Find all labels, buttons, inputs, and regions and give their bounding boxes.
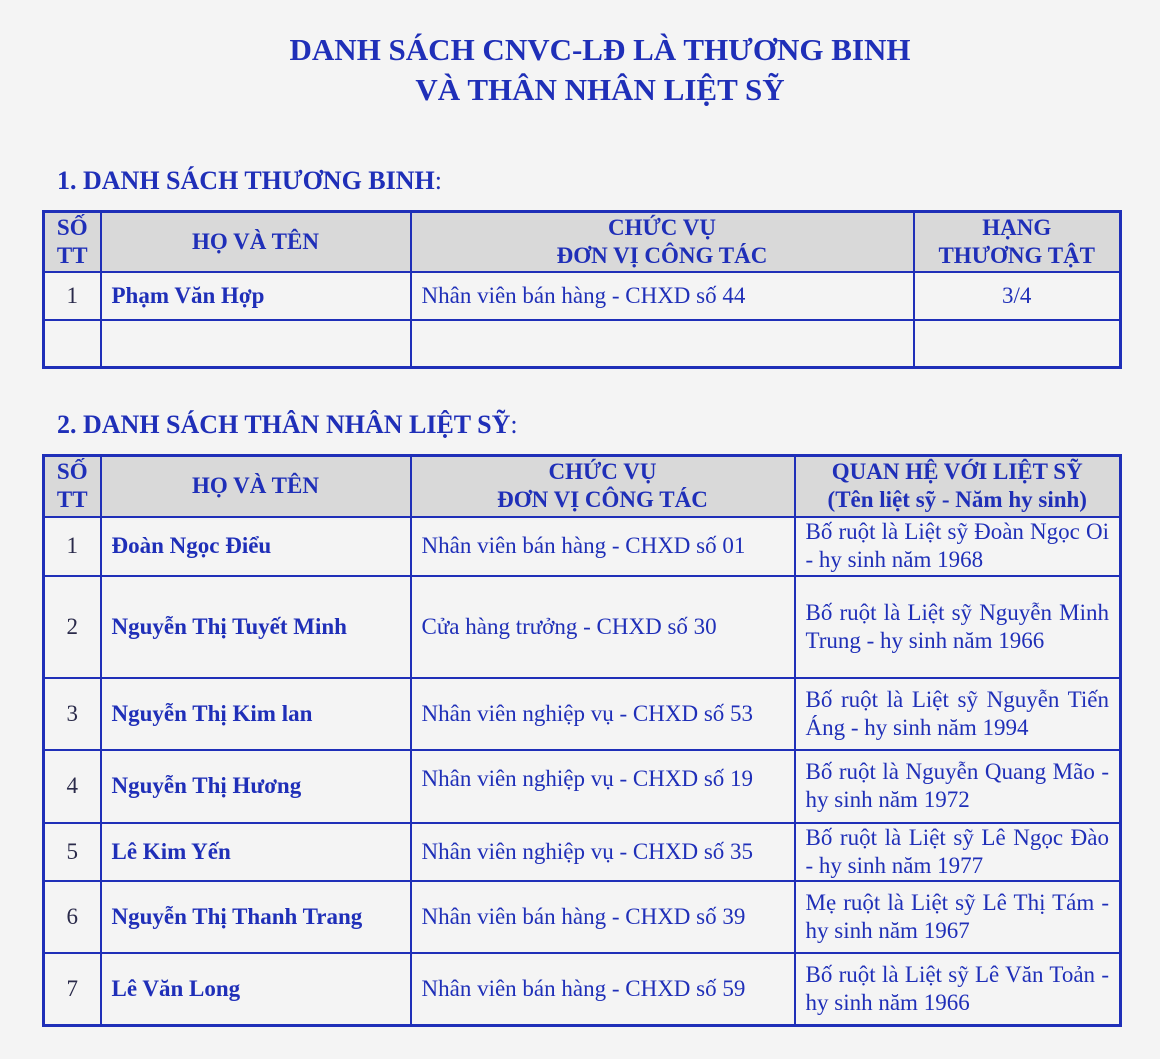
- cell-relation: Bố ruột là Liệt sỹ Lê Ngọc Đào - hy sinh năm 1977: [795, 823, 1121, 881]
- table-header-row: [44, 212, 1121, 272]
- cell-relation: Bố ruột là Nguyễn Quang Mão - hy sinh năm 1972: [795, 750, 1121, 823]
- cell-name: Lê Kim Yến: [101, 823, 411, 881]
- table-row: [44, 823, 1121, 881]
- cell-relation: Bố ruột là Liệt sỹ Nguyễn Minh Trung - hy sinh năm 1966: [795, 576, 1121, 678]
- section-1-heading-colon: :: [434, 166, 442, 195]
- table-row: [44, 953, 1121, 1026]
- cell-relation: Mẹ ruột là Liệt sỹ Lê Thị Tám - hy sinh năm 1967: [795, 881, 1121, 953]
- cell-stt: 6: [44, 881, 101, 953]
- table-row-empty: [44, 320, 1121, 368]
- section-2-heading-text: 2. DANH SÁCH THÂN NHÂN LIỆT SỸ: [57, 410, 511, 439]
- cell-empty: [411, 320, 914, 368]
- cell-empty: [44, 320, 101, 368]
- cell-empty: [914, 320, 1121, 368]
- cell-name: Nguyễn Thị Kim lan: [101, 678, 411, 750]
- cell-name: Phạm Văn Hợp: [101, 272, 411, 320]
- table-row: [44, 881, 1121, 953]
- wounded-soldiers-table: [42, 210, 1122, 369]
- header-stt: SỐ TT: [44, 212, 101, 272]
- section-2-heading: [57, 410, 518, 440]
- cell-stt: 3: [44, 678, 101, 750]
- header-name: HỌ VÀ TÊN: [101, 212, 411, 272]
- header-name: HỌ VÀ TÊN: [101, 456, 411, 517]
- cell-position: Cửa hàng trưởng - CHXD số 30: [411, 576, 795, 678]
- cell-name: Nguyễn Thị Thanh Trang: [101, 881, 411, 953]
- cell-position: Nhân viên bán hàng - CHXD số 39: [411, 881, 795, 953]
- title-line-1: DANH SÁCH CNVC-LĐ LÀ THƯƠNG BINH: [289, 32, 911, 67]
- cell-stt: 2: [44, 576, 101, 678]
- table-row: [44, 576, 1121, 678]
- cell-name: Đoàn Ngọc Điểu: [101, 517, 411, 576]
- cell-position: Nhân viên nghiệp vụ - CHXD số 53: [411, 678, 795, 750]
- section-1-heading: [57, 166, 442, 196]
- cell-position: Nhân viên nghiệp vụ - CHXD số 19: [411, 750, 795, 823]
- table-row: [44, 750, 1121, 823]
- header-stt: SỐ TT: [44, 456, 101, 517]
- cell-stt: 5: [44, 823, 101, 881]
- table-row: [44, 272, 1121, 320]
- cell-name: Nguyễn Thị Tuyết Minh: [101, 576, 411, 678]
- header-position: CHỨC VỤ ĐƠN VỊ CÔNG TÁC: [411, 456, 795, 517]
- cell-position: Nhân viên bán hàng - CHXD số 44: [411, 272, 914, 320]
- section-2-heading-colon: :: [510, 410, 518, 439]
- cell-position: Nhân viên bán hàng - CHXD số 59: [411, 953, 795, 1026]
- table-row: [44, 517, 1121, 576]
- cell-name: Nguyễn Thị Hương: [101, 750, 411, 823]
- cell-relation: Bố ruột là Liệt sỹ Đoàn Ngọc Oi - hy sinh năm 1968: [795, 517, 1121, 576]
- table-header-row: [44, 456, 1121, 517]
- title-line-2: VÀ THÂN NHÂN LIỆT SỸ: [415, 72, 785, 107]
- document-title: [0, 30, 1160, 110]
- table-row: [44, 678, 1121, 750]
- cell-stt: 7: [44, 953, 101, 1026]
- cell-stt: 4: [44, 750, 101, 823]
- cell-relation: Bố ruột là Liệt sỹ Nguyễn Tiến Áng - hy sinh năm 1994: [795, 678, 1121, 750]
- cell-position: Nhân viên nghiệp vụ - CHXD số 35: [411, 823, 795, 881]
- section-1-heading-text: 1. DANH SÁCH THƯƠNG BINH: [57, 166, 435, 195]
- cell-stt: 1: [44, 272, 101, 320]
- cell-name: Lê Văn Long: [101, 953, 411, 1026]
- header-rank: HẠNG THƯƠNG TẬT: [914, 212, 1121, 272]
- martyr-relatives-table: [42, 454, 1122, 1027]
- header-position: CHỨC VỤ ĐƠN VỊ CÔNG TÁC: [411, 212, 914, 272]
- cell-empty: [101, 320, 411, 368]
- cell-position: Nhân viên bán hàng - CHXD số 01: [411, 517, 795, 576]
- cell-rank: 3/4: [914, 272, 1121, 320]
- header-relation: QUAN HỆ VỚI LIỆT SỸ (Tên liệt sỹ - Năm hy sinh): [795, 456, 1121, 517]
- cell-stt: 1: [44, 517, 101, 576]
- cell-relation: Bố ruột là Liệt sỹ Lê Văn Toản - hy sinh năm 1966: [795, 953, 1121, 1026]
